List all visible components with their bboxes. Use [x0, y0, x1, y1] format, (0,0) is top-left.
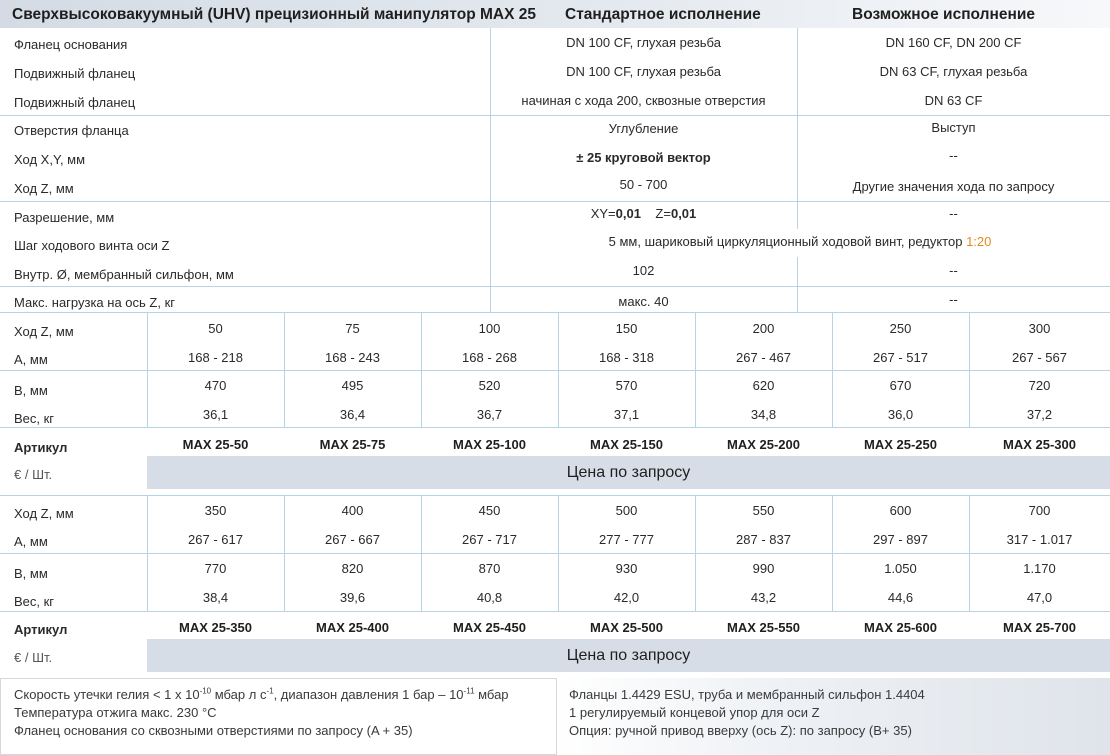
row-divider [0, 286, 1110, 287]
article-number: MAX 25-75 [319, 437, 386, 452]
table-cell: 267 - 517 [873, 350, 928, 365]
article-number: MAX 25-200 [727, 437, 800, 452]
article-number: MAX 25-250 [864, 437, 937, 452]
leak-rate-note: Скорость утечки гелия < 1 x $10^{-10}$ мбар л $с^{-1}$, диапазон давления 1 бар – $10^{-11}$ мбар [14, 686, 509, 702]
table-cell: 75 [345, 321, 360, 336]
bakeout-note: Температура отжига макс. 230 °C [14, 705, 217, 720]
table-cell: 720 [1028, 378, 1051, 393]
table-cell: 570 [615, 378, 638, 393]
row-label: Ход Z, мм [14, 324, 74, 339]
spec-label: Шаг ходового винта оси Z [14, 238, 170, 253]
row-label: B, мм [14, 383, 48, 398]
table-cell: 770 [204, 561, 227, 576]
table-cell: 350 [204, 503, 227, 518]
table-cell: 36,4 [339, 407, 366, 422]
spec-label: Подвижный фланец [14, 95, 136, 110]
row-label: B, мм [14, 566, 48, 581]
article-number: MAX 25-100 [453, 437, 526, 452]
spec-optional-value: -- [949, 292, 958, 307]
table-cell: 450 [478, 503, 501, 518]
spec-standard-value: макс. 40 [618, 294, 669, 309]
row-divider [0, 611, 1110, 612]
table-cell: 297 - 897 [873, 532, 928, 547]
table-cell: 168 - 243 [325, 350, 380, 365]
table-cell: 150 [615, 321, 638, 336]
table-cell: 317 - 1.017 [1006, 532, 1073, 547]
row-divider [0, 495, 1110, 496]
spec-optional-value: -- [949, 206, 958, 221]
header-bar [0, 0, 1110, 28]
table-cell: 250 [889, 321, 912, 336]
table-cell: 44,6 [887, 590, 914, 605]
table-cell: 39,6 [339, 590, 366, 605]
table-cell: 267 - 717 [462, 532, 517, 547]
price-unit-label: € / Шт. [14, 467, 53, 482]
table-cell: 400 [341, 503, 364, 518]
row-label: Вес, кг [14, 594, 55, 609]
table-cell: 34,8 [750, 407, 777, 422]
article-number: MAX 25-300 [1003, 437, 1076, 452]
end-stop-note: 1 регулируемый концевой упор для оси Z [569, 705, 820, 720]
spec-optional-value: DN 160 CF, DN 200 CF [885, 35, 1022, 50]
price-unit-label: € / Шт. [14, 650, 53, 665]
table-cell: 600 [889, 503, 912, 518]
table-cell: 520 [478, 378, 501, 393]
row-divider [0, 115, 1110, 116]
table-cell: 36,0 [887, 407, 914, 422]
table-cell: 50 [208, 321, 223, 336]
lead-screw-value: 5 мм, шариковый циркуляционный ходовой винт, редуктор 1:20 [608, 234, 992, 249]
table-cell: 267 - 617 [188, 532, 243, 547]
table-cell: 267 - 567 [1012, 350, 1067, 365]
table-cell: 168 - 218 [188, 350, 243, 365]
table-cell: 43,2 [750, 590, 777, 605]
table-cell: 700 [1028, 503, 1051, 518]
table-cell: 168 - 318 [599, 350, 654, 365]
row-label: Ход Z, мм [14, 506, 74, 521]
spec-optional-value: -- [949, 263, 958, 278]
spec-label: Отверстия фланца [14, 123, 129, 138]
table-cell: 620 [752, 378, 775, 393]
table-cell: 820 [341, 561, 364, 576]
resolution-value: XY=0,01 Z=0,01 [590, 206, 697, 221]
article-label: Артикул [14, 440, 68, 455]
article-number: MAX 25-150 [590, 437, 663, 452]
spec-label: Фланец основания [14, 37, 128, 52]
article-label: Артикул [14, 622, 68, 637]
spec-standard-value: 50 - 700 [619, 177, 668, 192]
column-header-standard: Стандартное исполнение [565, 6, 761, 23]
table-cell: 287 - 837 [736, 532, 791, 547]
article-number: MAX 25-500 [590, 620, 663, 635]
row-label: Вес, кг [14, 411, 55, 426]
table-cell: 870 [478, 561, 501, 576]
spec-standard-value: Углубление [608, 121, 679, 136]
article-number: MAX 25-450 [453, 620, 526, 635]
row-divider [0, 370, 1110, 371]
materials-note: Фланцы 1.4429 ESU, труба и мембранный сильфон 1.4404 [569, 687, 925, 702]
price-band [147, 639, 1110, 672]
spec-label: Подвижный фланец [14, 66, 136, 81]
row-label: A, мм [14, 534, 48, 549]
spec-label: Ход Z, мм [14, 181, 74, 196]
row-divider [0, 312, 1110, 313]
row-divider [0, 427, 1110, 428]
spec-optional-value: Выступ [931, 120, 976, 135]
table-cell: 1.170 [1023, 561, 1056, 576]
table-cell: 930 [615, 561, 638, 576]
spec-label: Макс. нагрузка на ось Z, кг [14, 295, 176, 310]
table-cell: 42,0 [613, 590, 640, 605]
article-number: MAX 25-600 [864, 620, 937, 635]
table-cell: 47,0 [1026, 590, 1053, 605]
table-cell: 100 [478, 321, 501, 336]
spec-standard-value: DN 100 CF, глухая резьба [566, 35, 721, 50]
table-cell: 267 - 467 [736, 350, 791, 365]
base-flange-note: Фланец основания со сквозными отверстиями по запросу (A + 35) [14, 723, 413, 738]
table-cell: 36,1 [202, 407, 229, 422]
row-label: A, мм [14, 352, 48, 367]
page-title: Сверхвысоковакуумный (UHV) прецизионный манипулятор MAX 25 [12, 6, 536, 23]
spec-standard-value: DN 100 CF, глухая резьба [566, 64, 721, 79]
table-cell: 168 - 268 [462, 350, 517, 365]
spec-optional-value: DN 63 CF [924, 93, 983, 108]
table-cell: 38,4 [202, 590, 229, 605]
article-number: MAX 25-550 [727, 620, 800, 635]
spec-optional-value: DN 63 CF, глухая резьба [879, 64, 1028, 79]
price-text: Цена по запросу [566, 647, 691, 664]
article-number: MAX 25-350 [179, 620, 252, 635]
table-cell: 37,2 [1026, 407, 1053, 422]
table-cell: 200 [752, 321, 775, 336]
spec-optional-value: -- [949, 148, 958, 163]
table-cell: 40,8 [476, 590, 503, 605]
table-cell: 990 [752, 561, 775, 576]
table-cell: 550 [752, 503, 775, 518]
spec-optional-value: Другие значения хода по запросу [852, 179, 1055, 194]
table-cell: 500 [615, 503, 638, 518]
table-cell: 37,1 [613, 407, 640, 422]
price-text: Цена по запросу [566, 464, 691, 481]
table-cell: 300 [1028, 321, 1051, 336]
article-number: MAX 25-50 [182, 437, 249, 452]
table-cell: 470 [204, 378, 227, 393]
table-cell: 36,7 [476, 407, 503, 422]
spec-standard-value: начиная с хода 200, сквозные отверстия [521, 93, 766, 108]
article-number: MAX 25-700 [1003, 620, 1076, 635]
row-divider [0, 553, 1110, 554]
table-cell: 267 - 667 [325, 532, 380, 547]
footer-right-notes [569, 686, 925, 740]
column-header-optional: Возможное исполнение [852, 6, 1035, 23]
manual-drive-note: Опция: ручной привод вверху (ось Z): по запросу (B+ 35) [569, 723, 912, 738]
spec-label: Ход X,Y, мм [14, 152, 86, 167]
footer-notes [0, 678, 1110, 755]
spec-label: Внутр. Ø, мембранный сильфон, мм [14, 267, 234, 282]
table-cell: 670 [889, 378, 912, 393]
spec-standard-value: ± 25 круговой вектор [576, 150, 711, 165]
article-number: MAX 25-400 [316, 620, 389, 635]
spec-label: Разрешение, мм [14, 210, 115, 225]
table-cell: 495 [341, 378, 364, 393]
footer-left-notes [14, 686, 509, 740]
price-band [147, 456, 1110, 489]
spec-standard-value: 102 [632, 263, 655, 278]
row-divider [0, 201, 1110, 202]
table-cell: 277 - 777 [599, 532, 654, 547]
table-cell: 1.050 [884, 561, 917, 576]
